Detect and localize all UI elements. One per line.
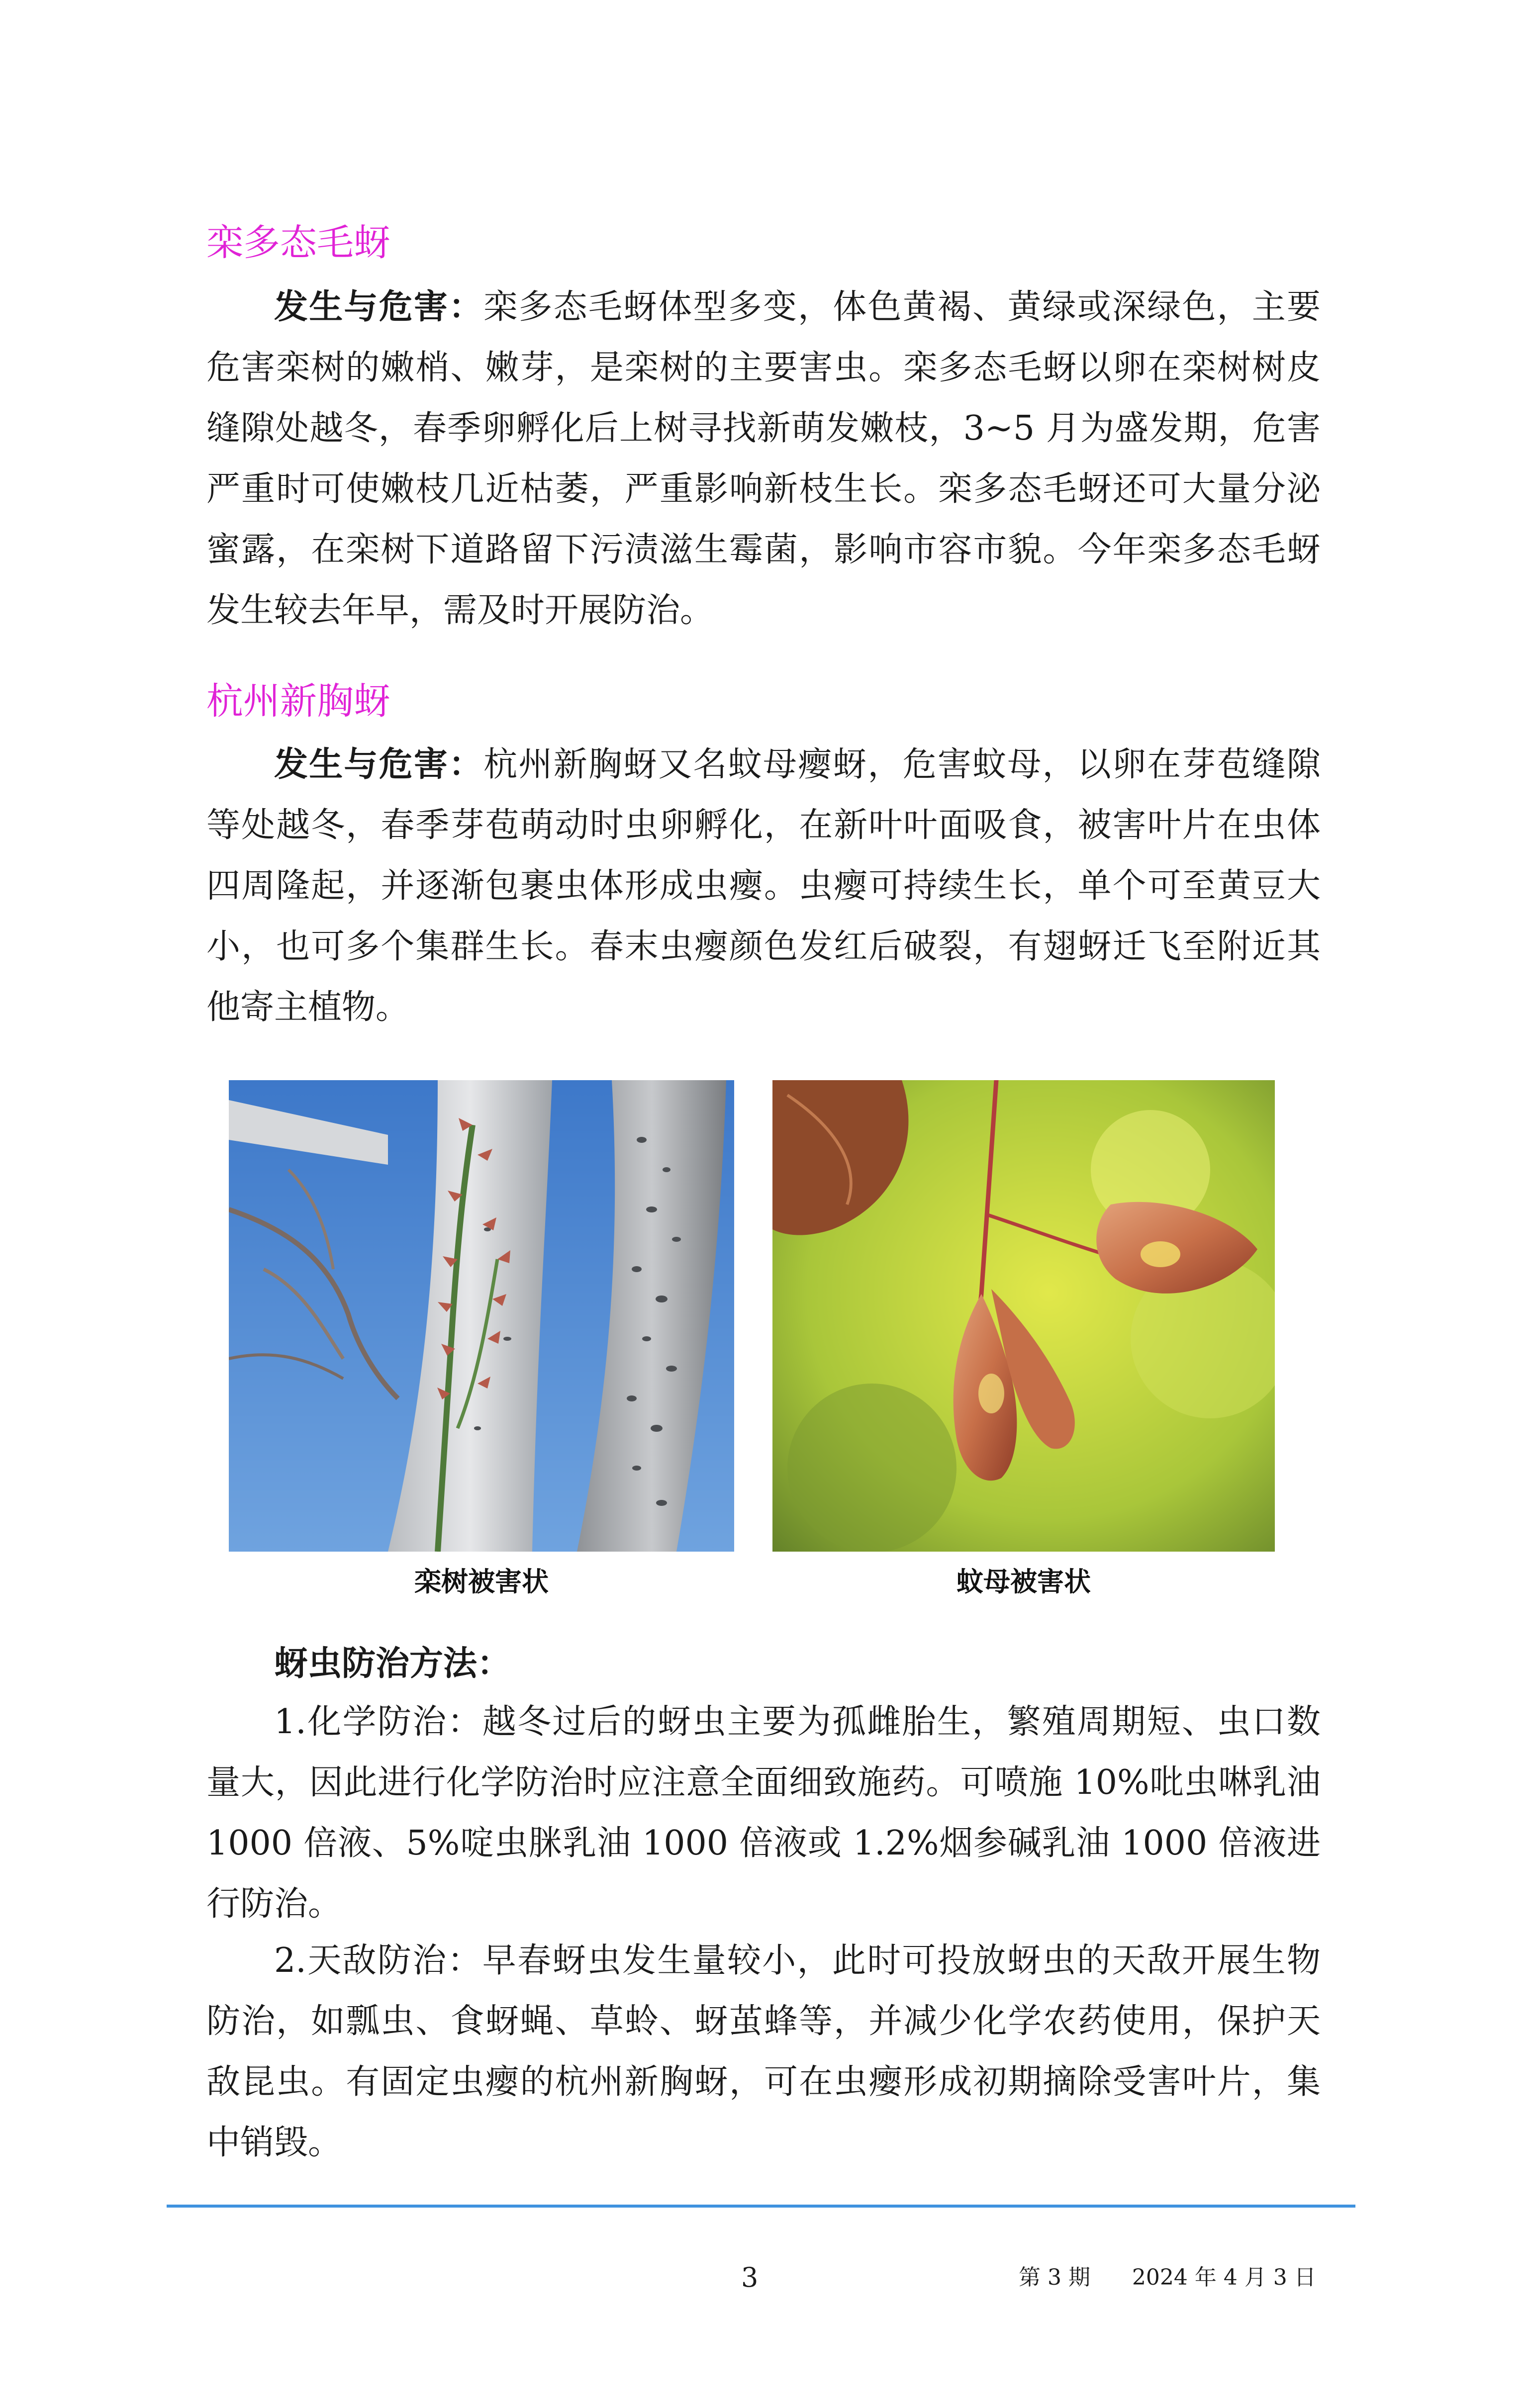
paragraph-body: 栾多态毛蚜体型多变，体色黄褐、黄绿或深绿色，主要危害栾树的嫩梢、嫩芽，是栾树的主要害虫。栾多态毛蚜以卵在栾树树皮缝隙处越冬，春季卵孵化后上树寻找新萌发嫩枝，3~5 月为盛发期，危害严重时可使嫩枝几近枯萎，严重影响新枝生长。栾多态毛蚜还可大量分泌蜜露，在栾树下道路留下污渍滋生霉菌，影响市容市貌。今年栾多态毛蚜发生较去年早，需及时开展防治。 (206, 287, 1321, 630)
control-methods-title: 蚜虫防治方法： (274, 1644, 511, 1683)
paragraph-lead: 发生与危害： (274, 287, 484, 327)
paragraph-lead: 发生与危害： (274, 744, 484, 784)
distylium-damage-photo (772, 1080, 1275, 1552)
paragraph-body: 杭州新胸蚜又名蚊母瘿蚜，危害蚊母，以卵在芽苞缝隙等处越冬，春季芽苞萌动时虫卵孵化，在新叶叶面吸食，被害叶片在虫体四周隆起，并逐渐包裹虫体形成虫瘿。虫瘿可持续生长，单个可至黄豆大小，也可多个集群生长。春末虫瘿颜色发红后破裂，有翅蚜迁飞至附近其他寄主植物。 (206, 745, 1321, 1027)
photo-caption-distylium: 蚊母被害状 (956, 1566, 1091, 1597)
page-number: 3 (741, 2262, 759, 2293)
section-title-hangzhou-aphid: 杭州新胸蚜 (206, 680, 390, 723)
section-paragraph-hangzhou-aphid (206, 734, 1321, 1038)
section-paragraph-luan-aphid (206, 277, 1321, 641)
section-title-luan-aphid: 栾多态毛蚜 (206, 221, 390, 264)
issue-date: 第 3 期 2024 年 4 月 3 日 (1019, 2265, 1316, 2290)
footer-divider (167, 2205, 1355, 2208)
luan-tree-damage-photo (229, 1080, 734, 1552)
control-method-chemical: 1.化学防治：越冬过后的蚜虫主要为孤雌胎生，繁殖周期短、虫口数量大，因此进行化学防治时应注意全面细致施药。可喷施 10%吡虫啉乳油 1000 倍液、5%啶虫脒乳油 1000 倍液或 1.2%烟参碱乳油 1000 倍液进行防治。 (206, 1702, 1321, 1924)
photo-caption-luan-tree: 栾树被害状 (414, 1566, 549, 1597)
control-method-biological: 2.天敌防治：早春蚜虫发生量较小，此时可投放蚜虫的天敌开展生物防治，如瓢虫、食蚜蝇、草蛉、蚜茧蜂等，并减少化学农药使用，保护天敌昆虫。有固定虫瘿的杭州新胸蚜，可在虫瘿形成初期摘除受害叶片，集中销毁。 (206, 1941, 1321, 2162)
